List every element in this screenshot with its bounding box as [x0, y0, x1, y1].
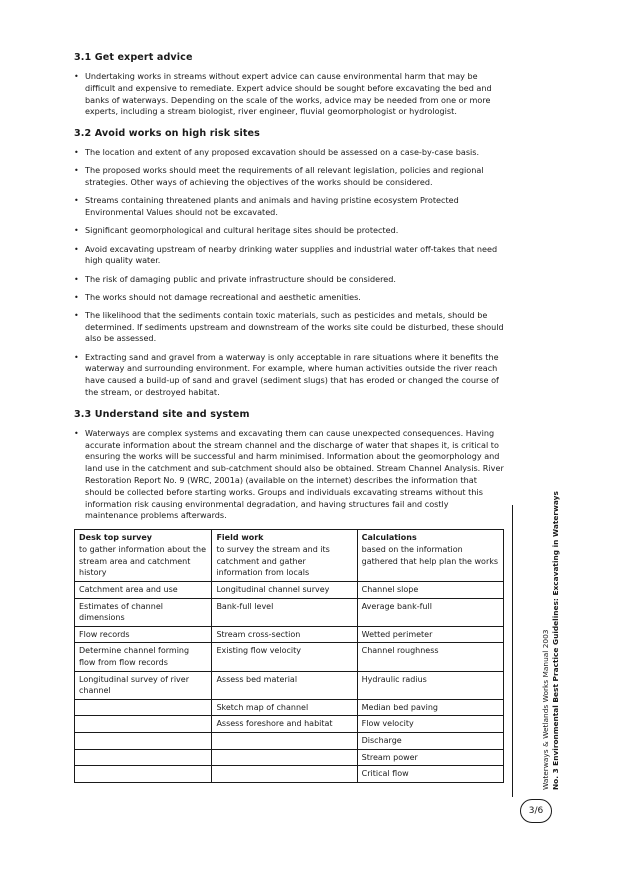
bullet-item: • The works should not damage recreational and aesthetic amenities.: [74, 292, 504, 304]
table-row: [75, 582, 504, 599]
table-cell: Assess foreshore and habitat: [212, 716, 357, 733]
table-row: [75, 598, 504, 626]
table-row: [75, 626, 504, 643]
table-cell: [75, 749, 212, 766]
table-cell: [75, 766, 212, 783]
table-row: [75, 749, 504, 766]
table-cell: Channel roughness: [357, 643, 503, 671]
table-cell: Estimates of channel dimensions: [75, 598, 212, 626]
series-title: Environmental Best Practice Guidelines: Excavating in Waterways: [551, 491, 560, 766]
section-heading-3-3: 3.3 Understand site and system: [74, 408, 250, 420]
table-cell: Wetted perimeter: [357, 626, 503, 643]
series-title-line: [551, 491, 561, 790]
table-cell: [212, 732, 357, 749]
table-cell: based on the information gathered that help plan the works: [357, 543, 503, 581]
bullet-item: • The proposed works should meet the requirements of all relevant legislation, policies and regional strategies. Other ways of achieving the objectives of the works should be considered.: [74, 165, 504, 189]
bullet-item: • The location and extent of any proposed excavation should be assessed on a case-by-case basis.: [74, 147, 504, 159]
bullet-item: • Streams containing threatened plants and animals and having pristine ecosystem Protected Environmental Values should not be excavated.: [74, 195, 504, 219]
table-cell: Longitudinal survey of river channel: [75, 671, 212, 699]
table-row: [75, 671, 504, 699]
table-cell: Flow records: [75, 626, 212, 643]
table-cell: [212, 766, 357, 783]
bullet-item: • Significant geomorphological and cultural heritage sites should be protected.: [74, 225, 504, 237]
bullet-item: • Extracting sand and gravel from a waterway is only acceptable in rare situations where it benefits the waterway and surrounding environment. For example, where human activities outside the river reach have caused a build-up of sand and gravel (sediment slugs) that has eroded or changed the course of the stream, or destroyed habitat.: [74, 352, 504, 399]
table-cell: Critical flow: [357, 766, 503, 783]
table-cell: Hydraulic radius: [357, 671, 503, 699]
table-cell: Catchment area and use: [75, 582, 212, 599]
column-header-calculations: Calculations: [357, 529, 503, 543]
bullet-item: • Undertaking works in streams without expert advice can cause environmental harm that may be difficult and expensive to remediate. Expert advice should be sought before excavating the bed and banks of waterways. Depending on the scale of the works, advice may be needed from one or more experts, including a stream biologist, river engineer, fluvial geomorphologist or hydrologist.: [74, 71, 504, 118]
column-header-desk-top-survey: Desk top survey: [75, 529, 212, 543]
sidebar-divider: [512, 505, 513, 797]
page-number-badge: [520, 799, 552, 823]
page-number: 3/6: [528, 806, 544, 816]
bullet-item: • Waterways are complex systems and excavating them can cause unexpected consequences. Having accurate information about the stream channel and the discharge of water that shapes it, is critical to ensuring the works will be successful and harm minimised. Information about the geomorphology and land use in the catchment and sub-catchment should also be obtained. Stream Channel Analysis. River Restoration Report No. 9 (WRC, 2001a) (available on the internet) describes the information that should be collected before starting works. Groups and individuals excavating streams without this information risk causing environmental degradation, and having structures fail and costly maintenance problems afterwards.: [74, 428, 504, 522]
table-cell: Median bed paving: [357, 699, 503, 716]
table-cell: Sketch map of channel: [212, 699, 357, 716]
section-3-2-list: [74, 147, 504, 399]
section-heading-3-2: 3.2 Avoid works on high risk sites: [74, 128, 260, 140]
table-cell: [75, 716, 212, 733]
table-cell: Bank-full level: [212, 598, 357, 626]
table-cell: Channel slope: [357, 582, 503, 599]
table-cell: Stream power: [357, 749, 503, 766]
table-cell: to survey the stream and its catchment and gather information from locals: [212, 543, 357, 581]
manual-title: Waterways & Wetlands Works Manual 2003: [541, 629, 550, 790]
table-cell: Stream cross-section: [212, 626, 357, 643]
table-row: [75, 699, 504, 716]
series-number: No. 3: [551, 768, 560, 790]
section-heading-3-1: 3.1 Get expert advice: [74, 52, 193, 63]
table-cell: Flow velocity: [357, 716, 503, 733]
table-cell: Existing flow velocity: [212, 643, 357, 671]
table-cell: [75, 699, 212, 716]
sidebar-caption: [541, 491, 561, 790]
table-cell: Longitudinal channel survey: [212, 582, 357, 599]
table-cell: Assess bed material: [212, 671, 357, 699]
table-cell: Discharge: [357, 732, 503, 749]
table-cell: to gather information about the stream area and catchment history: [75, 543, 212, 581]
table-cell: Average bank-full: [357, 598, 503, 626]
table-row: [75, 766, 504, 783]
table-cell: [75, 732, 212, 749]
table-row: [75, 732, 504, 749]
table-row: [75, 716, 504, 733]
main-content: [74, 52, 504, 783]
bullet-item: • Avoid excavating upstream of nearby drinking water supplies and industrial water off-takes that need high quality water.: [74, 244, 504, 268]
section-3-1-list: [74, 71, 504, 118]
column-header-field-work: Field work: [212, 529, 357, 543]
section-3-3-list: [74, 428, 504, 522]
table-header-row: [75, 529, 504, 543]
table-subheader-row: [75, 543, 504, 581]
survey-table: [74, 529, 504, 783]
bullet-item: • The risk of damaging public and private infrastructure should be considered.: [74, 274, 504, 286]
table-row: [75, 643, 504, 671]
table-cell: Determine channel forming flow from flow records: [75, 643, 212, 671]
table-cell: [212, 749, 357, 766]
bullet-item: • The likelihood that the sediments contain toxic materials, such as pesticides and metals, should be determined. If sediments upstream and downstream of the works site could be disturbed, these should also be assessed.: [74, 310, 504, 345]
